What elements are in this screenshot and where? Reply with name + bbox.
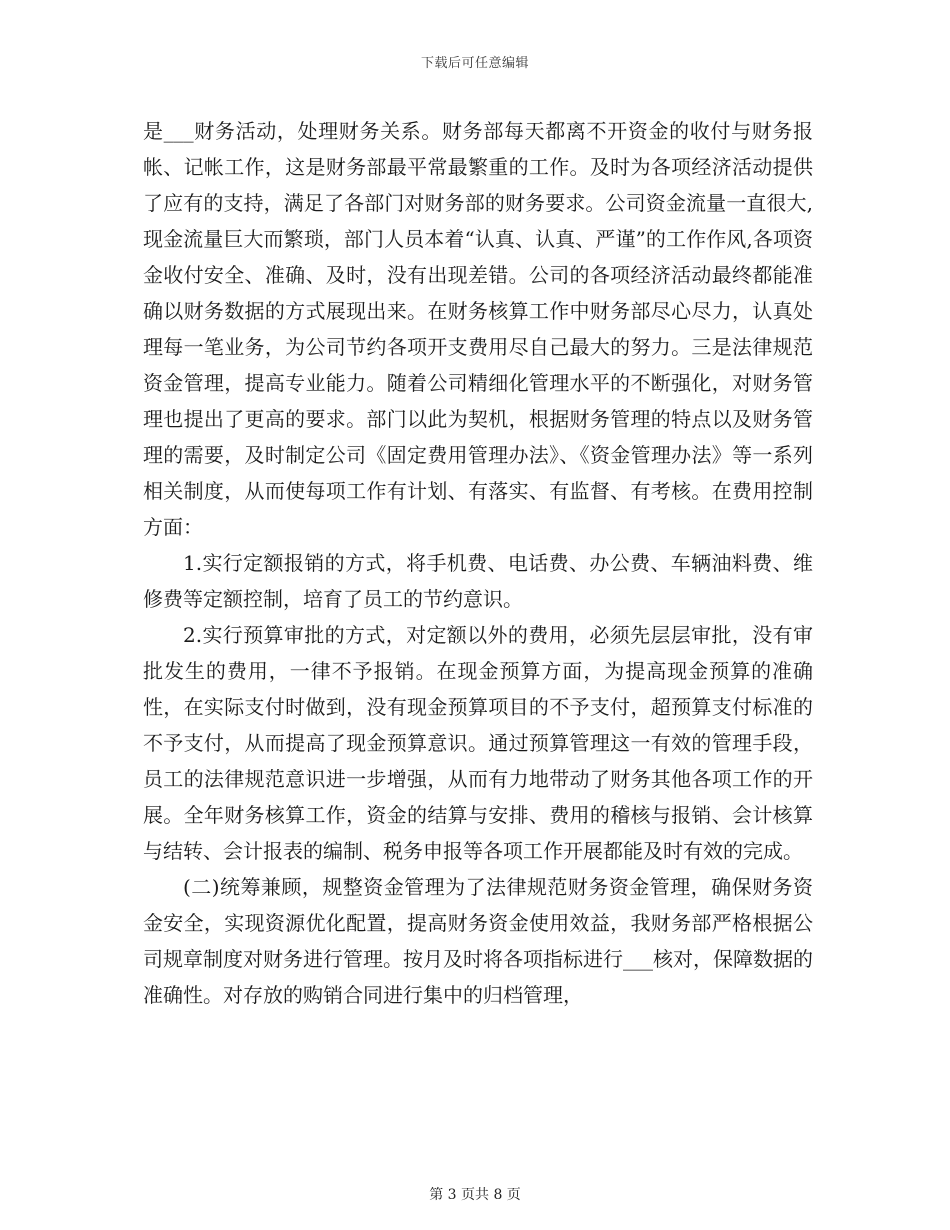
page-footer: 第 3 页共 8 页 xyxy=(429,1187,521,1203)
paragraph-3: 2.实行预算审批的方式，对定额以外的费用，必须先层层审批，没有审批发生的费用，一律不予报销。在现金预算方面，为提高现金预算的准确性，在实际支付时做到，没有现金预算项目的不予支付，超预算支付标准的不予支付，从而提高了现金预算意识。通过预算管理这一有效的管理手段，员工的法律规范意识进一步增强，从而有力地带动了财务其他各项工作的开展。全年财务核算工作，资金的结算与安排、费用的稽核与报销、会计核算与结转、会计报表的编制、税务申报等各项工作开展都能及时有效的完成。 xyxy=(143,623,813,863)
document-body xyxy=(143,113,813,1013)
page-header: 下载后可任意编辑 xyxy=(420,56,529,71)
paragraph-4: (二)统筹兼顾，规整资金管理为了法律规范财务资金管理，确保财务资金安全，实现资源优化配置，提高财务资金使用效益，我财务部严格根据公司规章制度对财务进行管理。按月及时将各项指标进行___核对，保障数据的准确性。对存放的购销合同进行集中的归档管理， xyxy=(143,875,813,1007)
paragraph-2: 1.实行定额报销的方式，将手机费、电话费、办公费、车辆油料费、维修费等定额控制，培育了员工的节约意识。 xyxy=(143,551,813,611)
paragraph-1: 是___财务活动，处理财务关系。财务部每天都离不开资金的收付与财务报帐、记帐工作，这是财务部最平常最繁重的工作。及时为各项经济活动提供了应有的支持，满足了各部门对财务部的财务要求。公司资金流量一直很大,现金流量巨大而繁琐，部门人员本着“认真、认真、严谨”的工作作风,各项资金收付安全、准确、及时，没有出现差错。公司的各项经济活动最终都能准确以财务数据的方式展现出来。在财务核算工作中财务部尽心尽力，认真处理每一笔业务，为公司节约各项开支费用尽自己最大的努力。三是法律规范资金管理，提高专业能力。随着公司精细化管理水平的不断强化，对财务管理也提出了更高的要求。部门以此为契机，根据财务管理的特点以及财务管理的需要，及时制定公司《固定费用管理办法》、《资金管理办法》等一系列相关制度，从而使每项工作有计划、有落实、有监督、有考核。在费用控制方面： xyxy=(143,119,813,539)
